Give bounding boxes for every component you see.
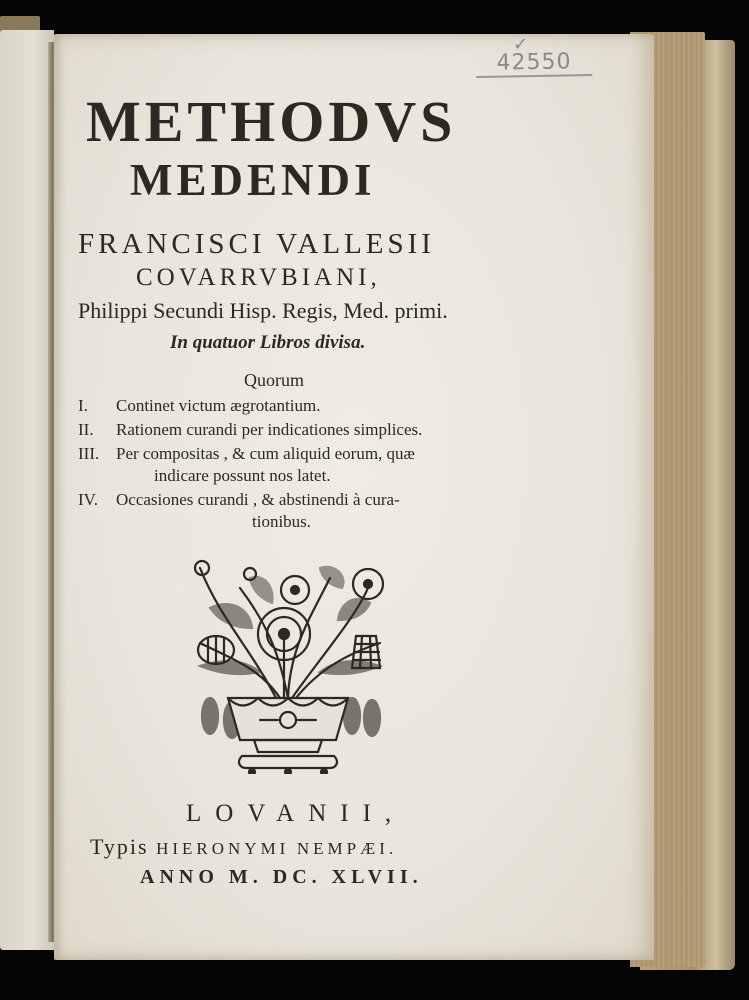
flower-vase-woodcut-icon bbox=[180, 548, 396, 774]
shelfmark-annotation: 42550 bbox=[476, 49, 592, 78]
printer-last-name: NEMPÆI. bbox=[296, 839, 398, 858]
imprint-place: LOVANII, bbox=[186, 800, 406, 827]
printer-prefix: Typis bbox=[90, 834, 149, 859]
author-surname: COVARRVBIANI, bbox=[136, 264, 381, 291]
subtitle: In quatuor Libros divisa. bbox=[170, 332, 366, 353]
item-text: Rationem curandi per indicationes simplices. bbox=[116, 420, 423, 439]
title-line-1: METHODVS bbox=[86, 89, 457, 154]
left-page-edge bbox=[0, 30, 54, 950]
item-text: Per compositas , & cum aliquid eorum, quæ bbox=[116, 444, 415, 463]
printer-first-name: HIERONYMI bbox=[156, 839, 290, 858]
contents-heading: Quorum bbox=[244, 370, 304, 390]
item-text: Continet victum ægrotantium. bbox=[116, 396, 321, 415]
contents-item bbox=[78, 444, 415, 464]
author-title: Philippi Secundi Hisp. Regis, Med. primi. bbox=[78, 298, 448, 323]
item-number: I. bbox=[78, 396, 88, 415]
imprint-date: ANNO M. DC. XLVII. bbox=[140, 866, 423, 888]
contents-item-continuation: indicare possunt nos latet. bbox=[154, 466, 331, 485]
imprint-printer bbox=[90, 834, 397, 860]
check-mark-annotation: ✓ bbox=[513, 34, 529, 55]
title-line-2: MEDENDI bbox=[130, 155, 376, 205]
contents-item-continuation: tionibus. bbox=[252, 512, 312, 531]
item-number: II. bbox=[78, 420, 94, 439]
contents-item bbox=[78, 420, 422, 440]
author-name: FRANCISCI VALLESII bbox=[78, 228, 435, 260]
contents-item bbox=[78, 396, 320, 416]
contents-item bbox=[78, 490, 400, 510]
item-number: III. bbox=[78, 444, 100, 463]
item-text: Occasiones curandi , & abstinendi à cura- bbox=[116, 490, 400, 509]
item-number: IV. bbox=[78, 490, 98, 509]
